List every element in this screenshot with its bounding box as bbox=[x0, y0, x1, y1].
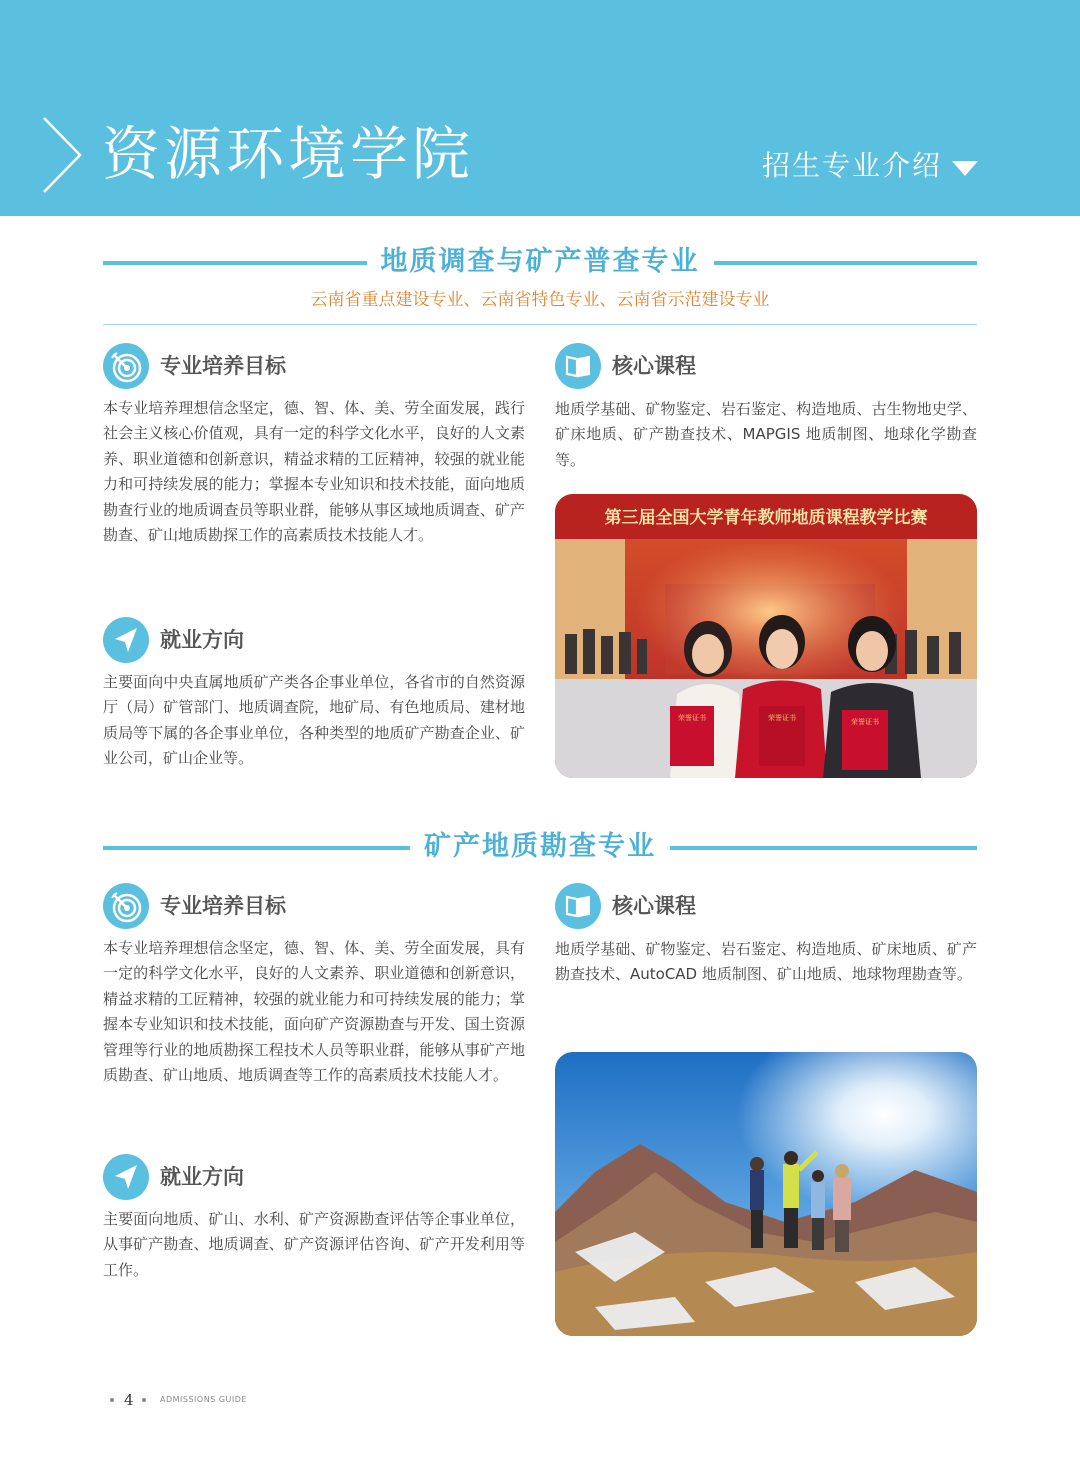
admissions-guide-label: ADMISSIONS GUIDE bbox=[160, 1395, 247, 1404]
college-title: 资源环境学院 bbox=[102, 120, 475, 188]
major-1-goal-text: 本专业培养理想信念坚定，德、智、体、美、劳全面发展，践行社会主义核心价值观，具有一定的科学文化水平，良好的人文素养、职业道德和创新意识，精益求精的工匠精神，较强的就业能力和可持续发展的能力；掌握本专业知识和技术技能，面向地质勘查行业的地质调查员等职业群，能够从事区域地质调查、矿产勘查、矿山地质勘探工作的高素质技术技能人才。 bbox=[103, 399, 525, 545]
major-2-job-heading: 就业方向 bbox=[103, 1154, 403, 1200]
certificate-label-left: 荣誉证书 bbox=[678, 714, 706, 722]
certificate-label-center: 荣誉证书 bbox=[768, 714, 796, 722]
major-2-course-heading: 核心课程 bbox=[555, 883, 855, 929]
award-ceremony-image bbox=[555, 494, 977, 778]
field-survey-photo bbox=[555, 1052, 977, 1336]
book-icon bbox=[555, 343, 601, 389]
certificate-label-right: 荣誉证书 bbox=[851, 718, 879, 726]
chevron-right-icon bbox=[40, 116, 84, 194]
mountain-survey-image bbox=[555, 1052, 977, 1336]
major-1-course-text: 地质学基础、矿物鉴定、岩石鉴定、构造地质、古生物地史学、矿床地质、矿产勘查技术、MAPGIS 地质制图、地球化学勘查等。 bbox=[555, 400, 977, 469]
major-1-goal-heading: 专业培养目标 bbox=[103, 343, 403, 389]
major-2-goal-text: 本专业培养理想信念坚定，德、智、体、美、劳全面发展，具有一定的科学文化水平，良好的人文素养、职业道德和创新意识，精益求精的工匠精神，较强的就业能力和可持续发展的能力；掌握本专业知识和技术技能，面向矿产资源勘查与开发、国土资源管理等行业的地质勘探工程技术人员等职业群，能够从事矿产地质勘查、矿山地质、地质调查等工作的高素质技术技能人才。 bbox=[103, 939, 525, 1085]
major-2-title: 矿产地质勘查专业 bbox=[103, 827, 977, 867]
major-1-title: 地质调查与矿产普查专业 bbox=[103, 242, 977, 282]
book-icon bbox=[555, 883, 601, 929]
triangle-down-icon bbox=[952, 161, 978, 176]
divider bbox=[103, 324, 977, 325]
major-2-title-bar bbox=[103, 827, 977, 867]
major-1-course-heading: 核心课程 bbox=[555, 343, 855, 389]
target-icon bbox=[103, 883, 149, 929]
navigation-arrow-icon bbox=[103, 1154, 149, 1200]
major-1-job-text: 主要面向中央直属地质矿产类各企事业单位，各省市的自然资源厅（局）矿管部门、地质调查院，地矿局、有色地质局、建材地质局等下属的各企事业单位，各种类型的地质矿产勘查企业、矿业公司，矿山企业等。 bbox=[103, 673, 525, 768]
major-2-goal-heading: 专业培养目标 bbox=[103, 883, 403, 929]
major-2-course-text: 地质学基础、矿物鉴定、岩石鉴定、构造地质、矿床地质、矿产勘查技术、AutoCAD 地质制图、矿山地质、地球物理勘查等。 bbox=[555, 940, 977, 984]
banner-text: 第三届全国大学青年教师地质课程教学比赛 bbox=[604, 508, 928, 528]
page-header bbox=[0, 0, 1080, 216]
navigation-arrow-icon bbox=[103, 617, 149, 663]
major-1-tagline: 云南省重点建设专业、云南省特色专业、云南省示范建设专业 bbox=[310, 290, 770, 310]
major-1-job-heading: 就业方向 bbox=[103, 617, 403, 663]
header-subtitle: 招生专业介绍 bbox=[761, 149, 942, 182]
major-2-job-text: 主要面向地质、矿山、水利、矿产资源勘查评估等企事业单位，从事矿产勘查、地质调查、矿产资源评估咨询、矿产开发利用等工作。 bbox=[103, 1210, 525, 1279]
target-icon bbox=[103, 343, 149, 389]
teaching-competition-photo bbox=[555, 494, 977, 778]
page-number: 4 bbox=[124, 1391, 134, 1409]
major-1-title-bar bbox=[103, 242, 977, 282]
